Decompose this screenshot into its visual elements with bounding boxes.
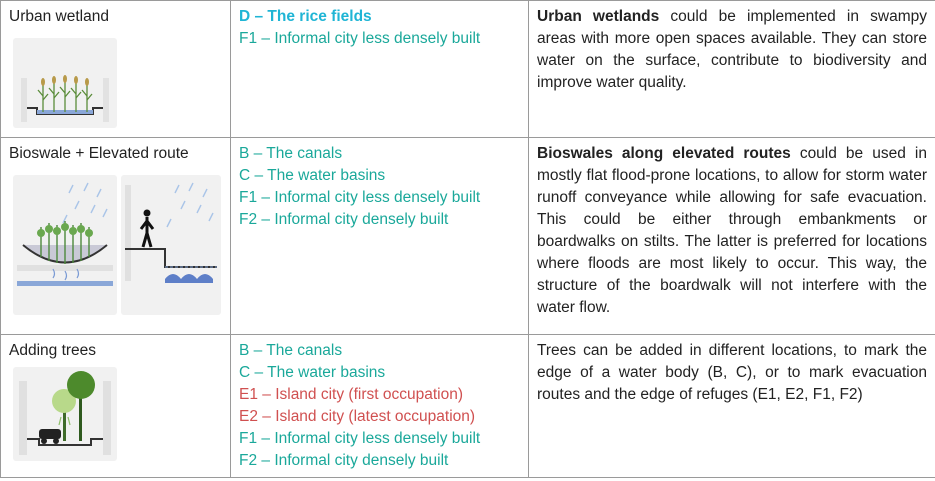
table-row xyxy=(1,1,935,138)
description-text: could be implemented in swampy areas with more open spaces available. They can store water on the surface, contribute to biodiversity and improve water quality. xyxy=(537,8,927,91)
table-row xyxy=(1,138,935,335)
area-item: F1 – Informal city less densely built xyxy=(239,430,481,447)
measure-name: Adding trees xyxy=(9,342,97,359)
area-item: F2 – Informal city densely built xyxy=(239,211,449,228)
area-item: D – The rice fields xyxy=(239,8,372,25)
wetland-illustration-icon xyxy=(13,38,117,128)
area-item: C – The water basins xyxy=(239,364,386,381)
measure-description xyxy=(529,1,935,99)
area-item: F2 – Informal city densely built xyxy=(239,452,449,469)
area-item: B – The canals xyxy=(239,342,343,359)
measure-name: Urban wetland xyxy=(9,8,109,25)
elevated-route-illustration-icon xyxy=(121,175,221,315)
area-item: C – The water basins xyxy=(239,167,386,184)
table-row xyxy=(1,335,935,478)
area-item: F1 – Informal city less densely built xyxy=(239,30,481,47)
trees-illustration-icon xyxy=(13,367,117,461)
bioswale-illustration-icon xyxy=(13,175,117,315)
measure-description xyxy=(529,138,935,324)
area-item: E2 – Island city (latest occupation) xyxy=(239,408,476,425)
description-text: Trees can be added in different locations, to mark the edge of a water body (B, C), or to mark evacuation routes and the edge of refuges (E1, E2, F1, F2) xyxy=(537,342,927,403)
measure-description xyxy=(529,335,935,411)
measure-name: Bioswale + Elevated route xyxy=(9,145,189,162)
description-bold: Bioswales along elevated routes xyxy=(537,145,791,162)
description-text: could be used in mostly flat flood-prone locations, to allow for storm water runoff conveyance while allowing for safe evacuation. This could be either through embankments or boardwalks on stilts. The latter is preferred for locations where floods are most likely to occur. This way, the structure of the boardwalk will not interfere with the water flow. xyxy=(537,145,927,316)
area-item: E1 – Island city (first occupation) xyxy=(239,386,463,403)
area-item: F1 – Informal city less densely built xyxy=(239,189,481,206)
description-bold: Urban wetlands xyxy=(537,8,660,25)
area-item: B – The canals xyxy=(239,145,343,162)
